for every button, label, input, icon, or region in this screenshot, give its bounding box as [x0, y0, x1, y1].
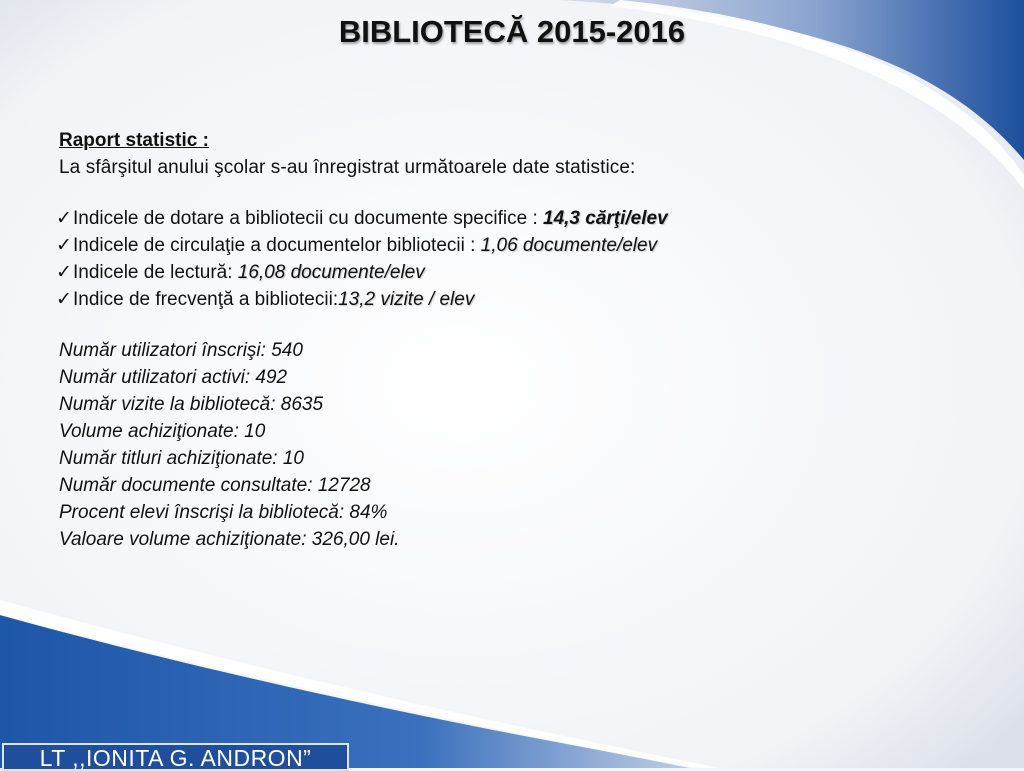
indicator-value: 13,2 vizite / elev: [338, 289, 475, 310]
indicator-label: Indicele de dotare a bibliotecii cu documente specifice :: [73, 208, 543, 229]
report-intro: La sfârşitul anului şcolar s-au înregistrat următoarele date statistice:: [59, 157, 636, 178]
indicator-label: Indicele de circulaţie a documentelor bibliotecii :: [73, 235, 481, 256]
stat-row: Valoare volume achiziţionate: 326,00 lei.: [59, 529, 400, 550]
stat-row: Număr utilizatori activi: 492: [59, 367, 288, 388]
statistics-list: [59, 337, 959, 553]
spacer: [59, 313, 959, 337]
checkmark-icon: ✓: [56, 289, 72, 310]
checkmark-icon: ✓: [56, 262, 72, 283]
stat-row: Număr titluri achiziţionate: 10: [59, 448, 304, 469]
school-name-badge: LT ,,IONITA G. ANDRON”: [2, 743, 349, 771]
list-item: [55, 205, 959, 232]
checkmark-icon: ✓: [56, 208, 72, 229]
list-item: [55, 259, 959, 286]
report-heading: Raport statistic :: [59, 130, 209, 151]
stat-row: Volume achiziţionate: 10: [59, 421, 266, 442]
indicator-value: 16,08 documente/elev: [237, 262, 425, 283]
spacer: [59, 181, 959, 205]
stat-row: Număr documente consultate: 12728: [59, 475, 371, 496]
indicator-list: [56, 205, 959, 313]
indicator-label: Indice de frecvenţă a bibliotecii:: [73, 289, 339, 310]
list-item: [55, 232, 959, 259]
report-body: [56, 127, 959, 553]
checkmark-icon: ✓: [56, 235, 72, 256]
stat-row: Număr vizite la bibliotecă: 8635: [59, 394, 324, 415]
stat-row: Procent elevi înscrişi la bibliotecă: 84%: [59, 502, 388, 523]
indicator-label: Indicele de lectură:: [73, 262, 238, 283]
indicator-value: 1,06 documente/elev: [480, 235, 658, 256]
list-item: [55, 286, 959, 313]
page-title: BIBLIOTECĂ 2015-2016: [338, 14, 686, 49]
stat-row: Număr utilizatori înscrişi: 540: [59, 340, 303, 361]
indicator-value: 14,3 cărţi/elev: [543, 208, 668, 229]
